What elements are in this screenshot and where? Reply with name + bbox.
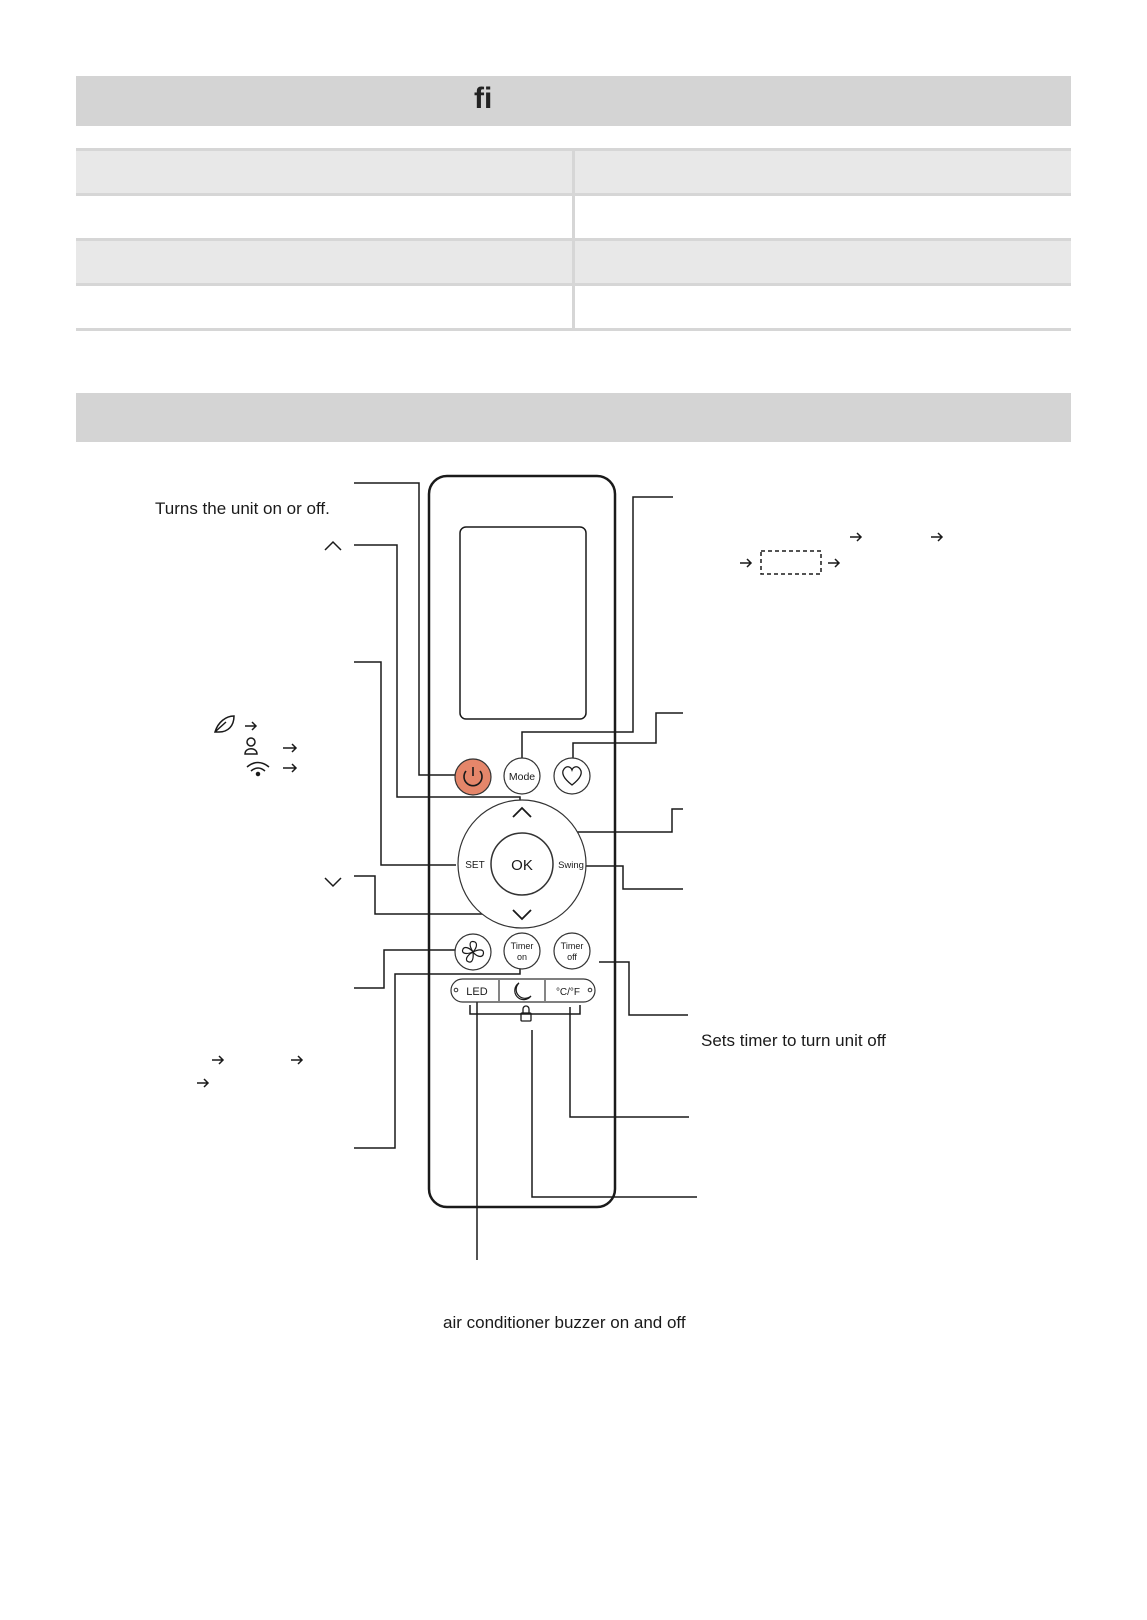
- timer-off-button[interactable]: [554, 933, 590, 969]
- fan-button[interactable]: [455, 934, 491, 970]
- temp-unit-button-label[interactable]: °C/°F: [555, 987, 581, 998]
- timer-on-label-2: on: [516, 952, 528, 962]
- remote-display: [460, 527, 586, 719]
- lock-icon: [521, 1006, 531, 1021]
- set-button-label[interactable]: SET: [465, 860, 485, 871]
- timer-off-annotation: Sets timer to turn unit off: [701, 1031, 886, 1050]
- mode-label: Mode: [508, 771, 536, 783]
- led-button-label[interactable]: LED: [466, 986, 488, 998]
- timer-on-label-1: Timer: [510, 941, 534, 951]
- led-annotation: air conditioner buzzer on and off: [443, 1313, 686, 1332]
- timer-off-label-1: Timer: [560, 941, 584, 951]
- power-annotation: Turns the unit on or off.: [155, 499, 330, 518]
- timer-off-label-2: off: [567, 952, 577, 962]
- swing-button-label[interactable]: Swing: [558, 860, 584, 871]
- favorite-button[interactable]: [554, 758, 590, 794]
- ok-label: OK: [511, 857, 533, 874]
- section-header-glyph: fi: [474, 82, 493, 115]
- timer-on-button[interactable]: [504, 933, 540, 969]
- power-button[interactable]: [455, 759, 491, 795]
